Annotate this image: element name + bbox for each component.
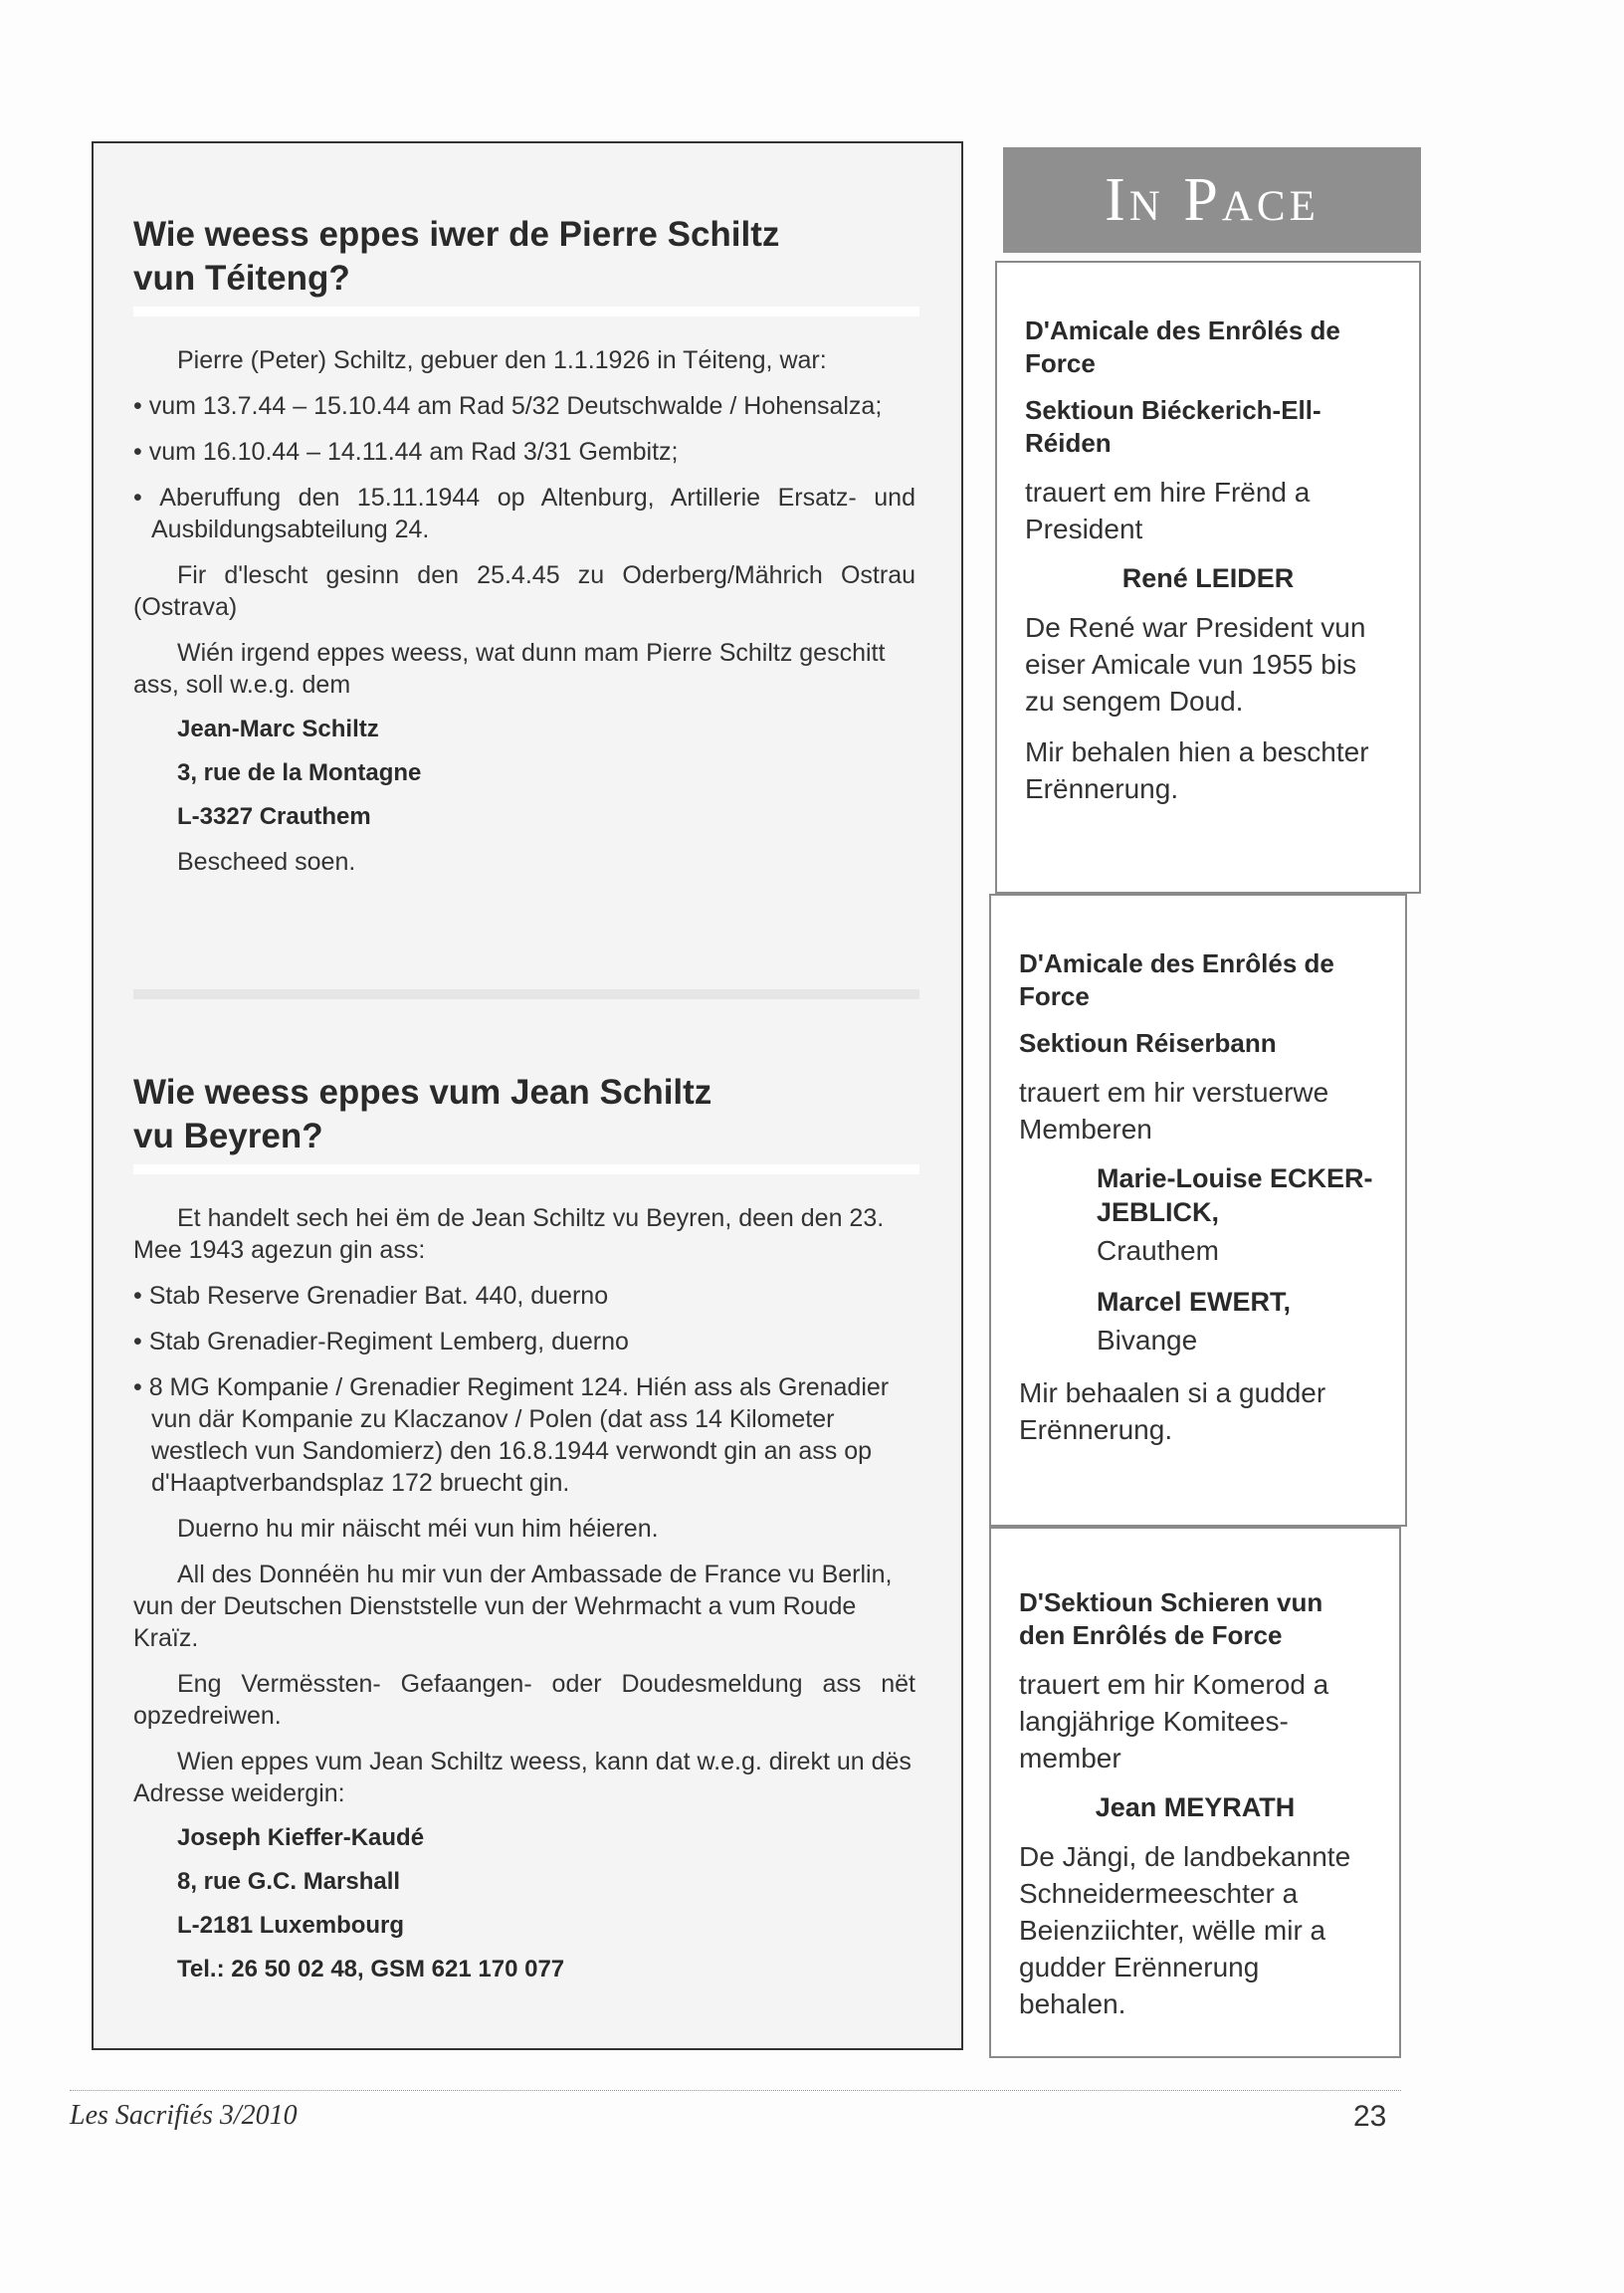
article1-intro: Pierre (Peter) Schiltz, gebuer den 1.1.1926 in Téiteng, war: xyxy=(177,346,827,374)
notice-section: Sektioun Biéckerich-Ell-Réiden xyxy=(1025,395,1321,458)
address-line: Tel.: 26 50 02 48, GSM 621 170 077 xyxy=(177,1956,565,1982)
article1-last-seen: Fir d'lescht gesinn den 25.4.45 zu Oderberg/Mährich Ostrau (Ostrava) xyxy=(133,561,915,621)
publication-name: Les Sacrifiés 3/2010 xyxy=(70,2100,298,2131)
obituary-notice-leider xyxy=(995,261,1421,894)
deceased-place: Crauthem xyxy=(1097,1235,1219,1266)
list-item: • vum 13.7.44 – 15.10.44 am Rad 5/32 Deutschwalde / Hohensalza; xyxy=(133,390,915,422)
notice-org: D'Sektioun Schieren vun den Enrôlés de Force xyxy=(1019,1587,1323,1650)
article1-bullets xyxy=(133,390,915,545)
deceased-name: Jean MEYRATH xyxy=(1095,1792,1296,1822)
article2-paragraph: Eng Vermëssten- Gefaangen- oder Doudesmeldung ass nët opzedreiwen. xyxy=(133,1670,915,1730)
notice-text: trauert em hire Frënd a President xyxy=(1025,477,1311,544)
notice-org: D'Amicale des Enrôlés de Force xyxy=(1025,315,1340,378)
address-line: 3, rue de la Montagne xyxy=(177,759,422,786)
notice-text: trauert em hir Komerod a langjährige Komitees-member xyxy=(1019,1669,1329,1773)
in-pace-column xyxy=(1003,147,1421,253)
article-pierre-schiltz xyxy=(133,213,915,892)
article2-intro: Et handelt sech hei ëm de Jean Schiltz vu Beyren, deen den 23. Mee 1943 agezun gin ass: xyxy=(133,1204,885,1264)
list-item: • Stab Reserve Grenadier Bat. 440, duerno xyxy=(133,1280,915,1312)
address-line: L-3327 Crauthem xyxy=(177,803,371,830)
address-line: L-2181 Luxembourg xyxy=(177,1912,405,1939)
footer-rule xyxy=(70,2090,1401,2091)
notice-text: Mir behalen hien a beschter Erënnerung. xyxy=(1025,736,1369,804)
article2-paragraph: Wien eppes vum Jean Schiltz weess, kann dat w.e.g. direkt un dës Adresse weidergin: xyxy=(133,1748,912,1807)
article1-request: Wién irgend eppes weess, wat dunn mam Pierre Schiltz geschitt ass, soll w.e.g. dem xyxy=(133,639,886,699)
obituary-notice-reiserbann xyxy=(989,894,1407,1527)
article2-paragraph: Duerno hu mir näischt méi vun him héieren. xyxy=(177,1515,659,1543)
section-divider xyxy=(133,989,919,999)
list-item: • Stab Grenadier-Regiment Lemberg, duerno xyxy=(133,1326,915,1357)
deceased-name: Marie-Louise ECKER-JEBLICK, xyxy=(1097,1163,1373,1227)
list-item: • 8 MG Kompanie / Grenadier Regiment 124. Hién ass als Grenadier vun där Kompanie zu Klaczanov / Polen (dat ass 14 Kilometer westlech vun Sandomierz) den 16.8.1944 verwondt gin an ass op d'Haaptverbandsplaz 172 bruecht gin. xyxy=(133,1371,915,1499)
list-item: • vum 16.10.44 – 14.11.44 am Rad 3/31 Gembitz; xyxy=(133,436,915,468)
headline-rule xyxy=(133,1164,919,1174)
headline-rule xyxy=(133,307,919,316)
article1-headline: Wie weess eppes iwer de Pierre Schiltz vun Téiteng? xyxy=(133,215,780,298)
notice-text: De Jängi, de landbekannte Schneidermeeschter a Beienziichter, wëlle mir a gudder Erënnerung behalen. xyxy=(1019,1841,1351,2019)
article2-bullets xyxy=(133,1280,915,1499)
article1-closing: Bescheed soen. xyxy=(177,848,356,876)
notice-section: Sektioun Réiserbann xyxy=(1019,1028,1277,1058)
notice-text: De René war President vun eiser Amicale vun 1955 bis zu sengem Doud. xyxy=(1025,612,1366,717)
article2-headline: Wie weess eppes vum Jean Schiltz vu Beyren? xyxy=(133,1073,712,1155)
articles-box xyxy=(92,141,963,2050)
address-line: Jean-Marc Schiltz xyxy=(177,716,379,742)
article2-paragraph: All des Donnéën hu mir vun der Ambassade de France vu Berlin, vun der Deutschen Dienststelle vun der Wehrmacht a vum Roude Kraïz. xyxy=(133,1561,893,1652)
deceased-place: Bivange xyxy=(1097,1325,1198,1355)
notice-text: trauert em hir verstuerwe Memberen xyxy=(1019,1077,1329,1145)
deceased-name: René LEIDER xyxy=(1121,563,1295,593)
address-line: Joseph Kieffer-Kaudé xyxy=(177,1824,425,1851)
notice-org: D'Amicale des Enrôlés de Force xyxy=(1019,948,1334,1011)
obituary-notice-meyrath xyxy=(989,1527,1401,2058)
list-item: • Aberuffung den 15.11.1944 op Altenburg, Artillerie Ersatz- und Ausbildungsabteilung 24. xyxy=(133,482,915,545)
article-jean-schiltz xyxy=(133,1071,915,1998)
address-line: 8, rue G.C. Marshall xyxy=(177,1868,401,1895)
notice-text: Mir behaalen si a gudder Erënnerung. xyxy=(1019,1377,1326,1445)
page-number: 23 xyxy=(1353,2100,1387,2133)
in-pace-title: In Pace xyxy=(1003,147,1421,253)
deceased-name: Marcel EWERT, xyxy=(1097,1287,1292,1317)
